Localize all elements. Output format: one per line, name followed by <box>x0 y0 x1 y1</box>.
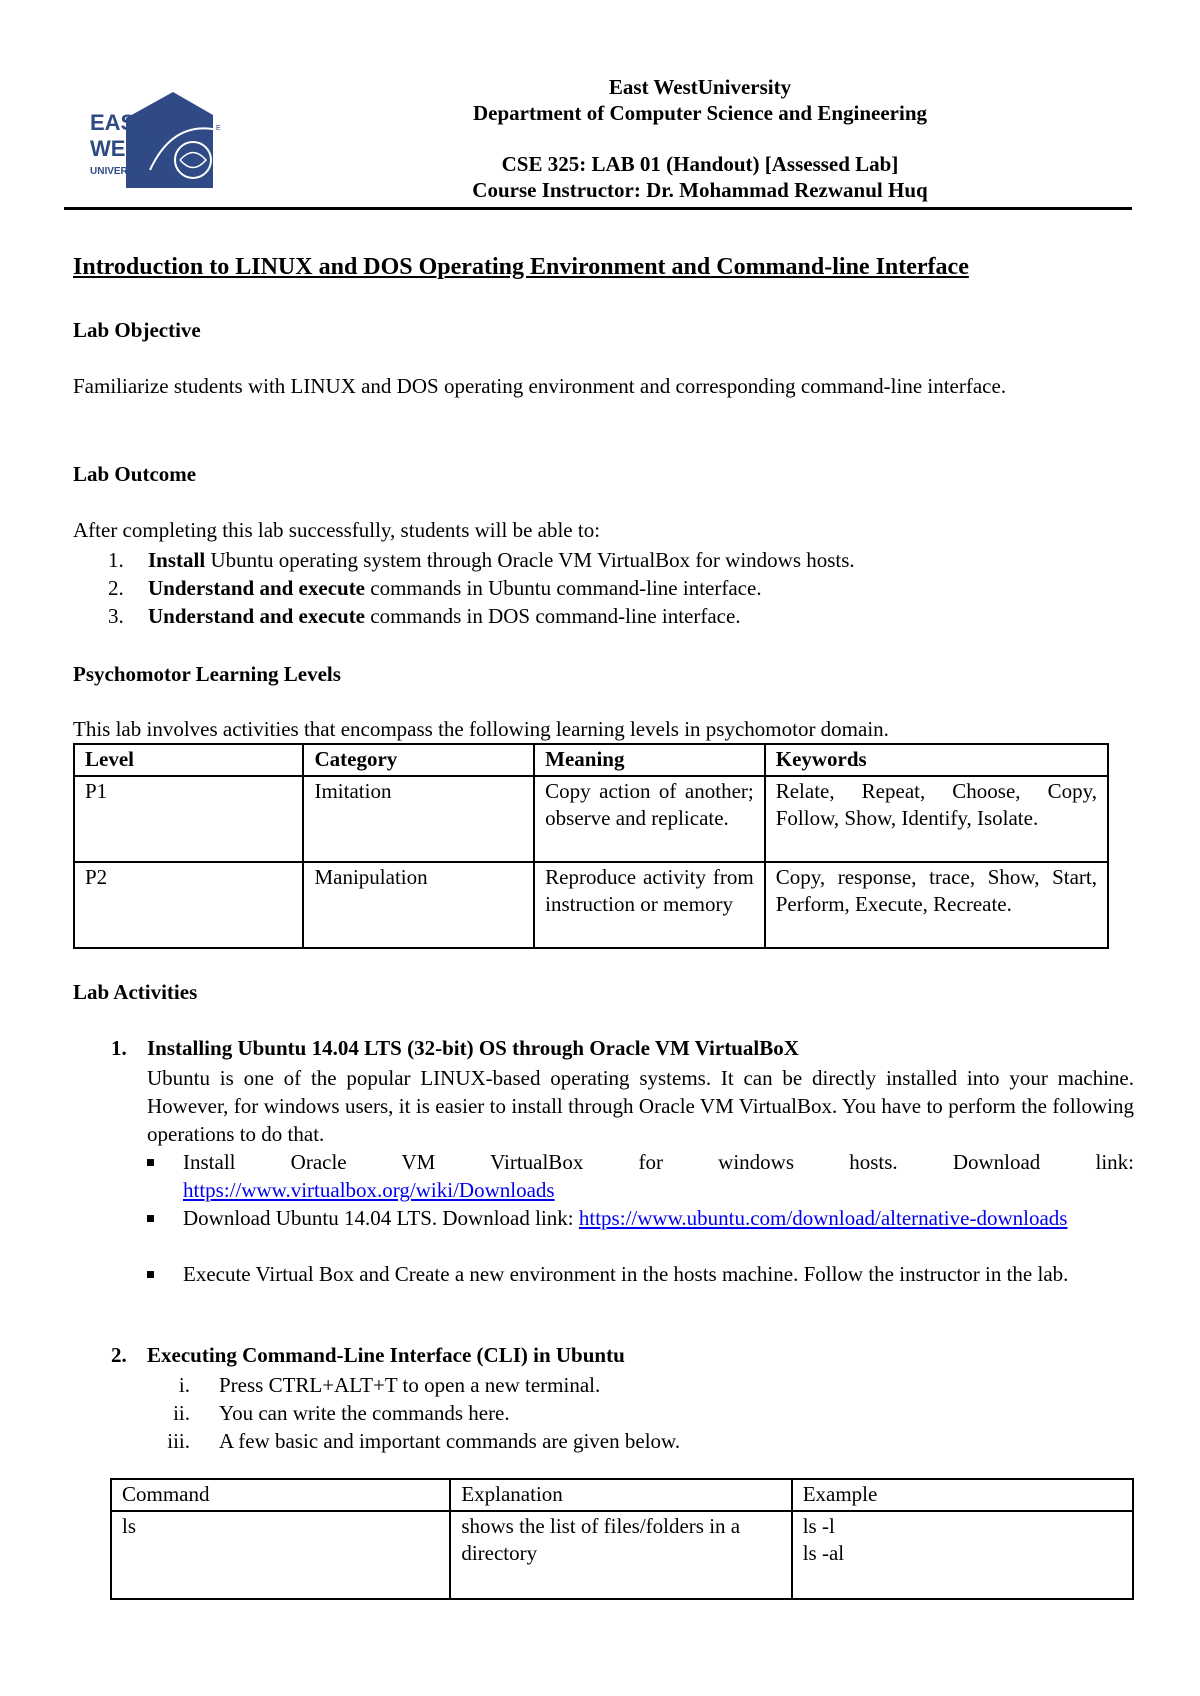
table-header-cell: Level <box>74 744 303 776</box>
course-title: CSE 325: LAB 01 (Handout) [Assessed Lab] <box>501 152 899 176</box>
university-logo <box>88 90 233 188</box>
outcome-list <box>73 546 1148 630</box>
table-header-cell: Example <box>792 1479 1133 1511</box>
ubuntu-download-link[interactable]: https://www.ubuntu.com/download/alternative-downloads <box>578 1206 1068 1230</box>
table-cell-level: P1 <box>74 776 303 862</box>
table-header-cell: Explanation <box>450 1479 791 1511</box>
svg-text:WEST: WEST <box>90 136 154 161</box>
table-header-row <box>111 1479 1133 1511</box>
commands-table <box>110 1478 1134 1600</box>
course-instructor: Course Instructor: Dr. Mohammad Rezwanul Huq <box>472 178 928 202</box>
bullet-text: Execute Virtual Box and Create a new environment in the hosts machine. Follow the instructor in the lab. <box>183 1262 1069 1286</box>
bullet-icon <box>147 1215 154 1222</box>
outcome-item: 3. Understand and execute commands in DOS command-line interface. <box>108 604 741 628</box>
outcome-item: 2. Understand and execute commands in Ubuntu command-line interface. <box>108 576 762 600</box>
example-line: ls -al <box>802 1541 845 1565</box>
table-cell-command: ls <box>111 1511 450 1599</box>
psychomotor-heading: Psychomotor Learning Levels <box>73 662 341 686</box>
table-cell-explanation: shows the list of files/folders in a directory <box>450 1511 791 1599</box>
psychomotor-table <box>73 743 1109 949</box>
table-row <box>111 1511 1133 1599</box>
activity-1-text: Ubuntu is one of the popular LINUX-based operating systems. It can be directly installed into your machine. However, for windows users, it is easier to install through Oracle VM VirtualBox. You have to perform the following operations to do that. <box>147 1066 1134 1146</box>
svg-text:E: E <box>216 125 221 132</box>
table-cell-keywords: Copy, response, trace, Show, Start, Perform, Execute, Recreate. <box>765 862 1108 948</box>
bullet-text: Install Oracle VM VirtualBox for windows hosts. Download link: <box>183 1150 1134 1174</box>
virtualbox-download-link[interactable]: https://www.virtualbox.org/wiki/Downloads <box>183 1178 555 1202</box>
table-row <box>74 862 1108 948</box>
table-row <box>74 776 1108 862</box>
list-item <box>147 1148 1134 1204</box>
svg-text:UNIVERSITY: UNIVERSITY <box>90 166 151 177</box>
department-name: Department of Computer Science and Engineering <box>473 101 927 125</box>
activity-2-number: 2. <box>111 1343 127 1367</box>
document-title: Introduction to LINUX and DOS Operating Environment and Command-line Interface <box>73 254 969 280</box>
list-item: i. Press CTRL+ALT+T to open a new terminal. <box>178 1373 601 1397</box>
table-cell-meaning: Copy action of another; observe and replicate. <box>534 776 765 862</box>
activity-1-number: 1. <box>111 1036 127 1060</box>
table-header-cell: Command <box>111 1479 450 1511</box>
outcome-item: 1. Install Ubuntu operating system through Oracle VM VirtualBox for windows hosts. <box>108 548 855 572</box>
psychomotor-intro: This lab involves activities that encompass the following learning levels in psychomotor domain. <box>73 717 889 741</box>
activity-2-title: Executing Command-Line Interface (CLI) in Ubuntu <box>147 1343 625 1367</box>
table-cell-level: P2 <box>74 862 303 948</box>
table-cell-category: Manipulation <box>303 862 534 948</box>
outcome-intro: After completing this lab successfully, students will be able to: <box>73 518 601 542</box>
activity-1-title: Installing Ubuntu 14.04 LTS (32-bit) OS through Oracle VM VirtualBoX <box>147 1036 799 1060</box>
table-header-row <box>74 744 1108 776</box>
table-header-cell: Keywords <box>765 744 1108 776</box>
table-header-cell: Category <box>303 744 534 776</box>
table-cell-category: Imitation <box>303 776 534 862</box>
objective-text: Familiarize students with LINUX and DOS operating environment and corresponding command-line interface. <box>73 374 1007 398</box>
activities-heading: Lab Activities <box>73 980 198 1004</box>
university-name: East WestUniversity <box>608 75 792 99</box>
steps-list <box>0 1371 1200 1455</box>
table-header-cell: Meaning <box>534 744 765 776</box>
list-item: ii. You can write the commands here. <box>173 1401 510 1425</box>
table-cell-keywords: Relate, Repeat, Choose, Copy, Follow, Show, Identify, Isolate. <box>765 776 1108 862</box>
header-divider <box>64 207 1132 210</box>
bullet-icon <box>147 1159 154 1166</box>
table-cell-meaning: Reproduce activity from instruction or memory <box>534 862 765 948</box>
svg-text:EAST: EAST <box>90 110 149 135</box>
list-item: iii. A few basic and important commands are given below. <box>167 1429 681 1453</box>
bullet-icon <box>147 1271 154 1278</box>
objective-heading: Lab Objective <box>73 318 201 342</box>
table-cell-example <box>792 1511 1133 1599</box>
example-line: ls -l <box>802 1514 835 1538</box>
outcome-heading: Lab Outcome <box>73 462 197 486</box>
bullet-text: Download Ubuntu 14.04 LTS. Download link: <box>183 1206 574 1230</box>
list-item <box>147 1204 1134 1232</box>
list-item <box>147 1260 1134 1288</box>
